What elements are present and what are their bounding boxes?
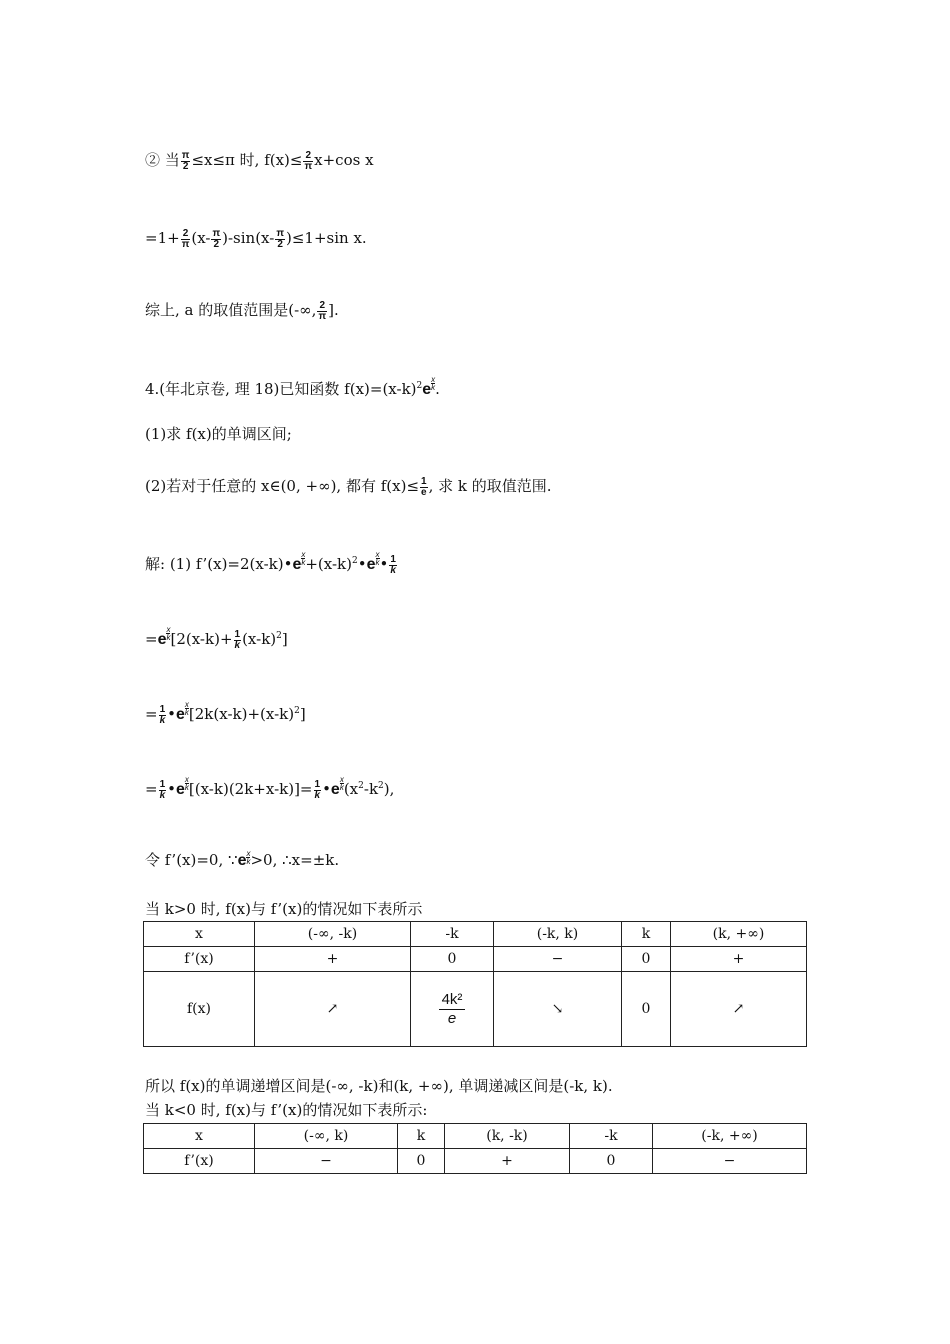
text: 当 k<0 时, f(x)与 f’(x)的情况如下表所示: [145,1101,428,1119]
table-cell: f(x) [144,972,255,1047]
text: [(x-k)(2k+x-k)]= [188,780,313,798]
table1-caption [145,899,422,919]
table-cell: + [255,947,411,972]
table-cell: -k [411,922,494,947]
line-case-2 [145,150,374,172]
text: x+cos x [314,151,374,169]
x-over-k-exponent: $\frac{x}{k}$ [301,550,306,567]
table-cell: (-k, k) [494,922,622,947]
increasing-arrow-icon: ↗ [255,972,411,1047]
table-cell: (-∞, k) [255,1124,398,1149]
text: -k [363,780,379,798]
decreasing-arrow-icon: ↘ [494,972,622,1047]
solution-line-2 [145,626,288,651]
e-base: e [292,556,302,573]
e-base: e [176,706,185,723]
text: • [167,780,176,798]
one-over-k: $\frac{1}{k}$ [159,703,166,726]
peak-value: $\frac{\text{4k²}}{e}$ [439,991,466,1028]
exponent: 2 [378,781,384,791]
x-over-k-exponent: $\frac{x}{k}$ [375,550,380,567]
table-k-negative [143,1123,807,1174]
e-base: e [422,381,432,398]
table2-caption [145,1100,427,1120]
text: . [435,380,440,398]
text: • [379,555,389,573]
table-cell: − [255,1149,398,1174]
text: 4.(年北京卷, 理 18)已知函数 f(x)=(x-k) [145,380,417,398]
table-cell: 0 [622,947,671,972]
table-row [144,922,807,947]
table-row [144,947,807,972]
e-base: e [176,781,185,798]
text: (x-k) [242,630,277,648]
text: = [145,630,158,648]
line-equation-2 [145,228,367,250]
x-over-k-exponent: $\frac{x}{k}$ [246,849,251,866]
e-base: e [366,556,376,573]
text: 解: (1) f’(x)=2(x-k)• [145,555,293,573]
exponent: 2 [416,381,423,391]
table-cell: f’(x) [144,1149,255,1174]
table-cell: f’(x) [144,947,255,972]
table-cell: k [622,922,671,947]
solution-line-5 [145,850,339,871]
table-cell: 0 [622,972,671,1047]
text: (1)求 f(x)的单调区间; [145,425,292,443]
table-cell: − [653,1149,807,1174]
text: • [167,705,176,723]
exponent: 2 [294,706,300,716]
one-over-k: $\frac{1}{k}$ [234,628,241,651]
two-over-pi: $\frac{2}{\pi}$ [318,299,327,322]
solution-line-3 [145,701,306,726]
table-cell: 0 [398,1149,445,1174]
two-over-pi: $\frac{2}{\pi}$ [304,149,313,172]
pi-over-2: $\frac{\pi}{2}$ [212,227,221,250]
text: = [145,705,158,723]
solution-line-4 [145,776,394,801]
text: [2(x-k)+ [170,630,233,648]
text: >0, ∴x=±k. [250,851,340,869]
text: • [357,555,367,573]
exponent: 2 [358,781,364,791]
table-cell: x [144,1124,255,1149]
text: (x- [191,229,211,247]
table-cell: 0 [570,1149,653,1174]
monotonic-intervals [145,1076,613,1096]
table-cell: k [398,1124,445,1149]
text: • [322,780,331,798]
text: ]. [328,301,339,319]
e-base: e [330,781,340,798]
text: )≤1+sin x. [285,229,367,247]
text: =1+ [145,229,180,247]
text: ), [383,780,395,798]
one-over-k: $\frac{1}{k}$ [159,778,166,801]
table-row [144,972,807,1047]
x-over-k-exponent: $\frac{x}{k}$ [339,775,344,792]
two-over-pi: $\frac{2}{\pi}$ [181,227,190,250]
table-cell: -k [570,1124,653,1149]
part-2 [145,476,552,498]
table-cell: 0 [411,947,494,972]
table-cell: x [144,922,255,947]
text: ] [299,705,306,723]
table-cell: (k, -k) [445,1124,570,1149]
table-cell: (-k, +∞) [653,1124,807,1149]
table-cell: (-∞, -k) [255,922,411,947]
x-over-k-exponent: $\frac{x}{k}$ [184,775,189,792]
x-over-k-exponent: $\frac{x}{k}$ [431,375,436,392]
text: (x [343,780,359,798]
text: = [145,780,158,798]
problem-4-statement [145,376,440,400]
table-row [144,1149,807,1174]
text: [2k(x-k)+(x-k) [188,705,295,723]
solution-line-1 [145,551,398,576]
text: ] [281,630,288,648]
table-cell [411,972,494,1047]
one-over-k: $\frac{1}{k}$ [314,778,321,801]
pi-over-2: $\frac{\pi}{2}$ [181,149,190,172]
text: , 求 k 的取值范围. [428,477,552,495]
text: ≤x≤π 时, f(x)≤ [191,151,303,169]
text: 当 k>0 时, f(x)与 f’(x)的情况如下表所示 [145,900,423,918]
table-cell: + [671,947,807,972]
table-k-positive [143,921,807,1047]
table-cell: − [494,947,622,972]
text: 所以 f(x)的单调递增区间是(-∞, -k)和(k, +∞), 单调递减区间是(-k, k). [145,1077,613,1095]
one-over-k: $\frac{1}{k}$ [390,553,396,576]
table-row [144,1124,807,1149]
text: ② 当 [145,151,180,169]
e-base: e [157,631,167,648]
pi-over-2: $\frac{\pi}{2}$ [276,227,284,250]
x-over-k-exponent: $\frac{x}{k}$ [184,700,189,717]
table-cell: + [445,1149,570,1174]
text: 综上, a 的取值范围是(-∞, [145,301,317,319]
text: +(x-k) [305,555,352,573]
e-base: e [237,852,247,869]
x-over-k-exponent: $\frac{x}{k}$ [166,625,171,642]
exponent: 2 [352,556,358,566]
increasing-arrow-icon: ↗ [671,972,807,1047]
table-cell: (k, +∞) [671,922,807,947]
text: 令 f’(x)=0, ∵ [145,851,238,869]
text: )-sin(x- [222,229,275,247]
text: (2)若对于任意的 x∈(0, +∞), 都有 f(x)≤ [145,477,420,495]
exponent: 2 [276,631,282,641]
part-1 [145,424,292,444]
one-over-e: $\frac{1}{e}$ [421,475,427,498]
line-conclusion [145,300,339,322]
